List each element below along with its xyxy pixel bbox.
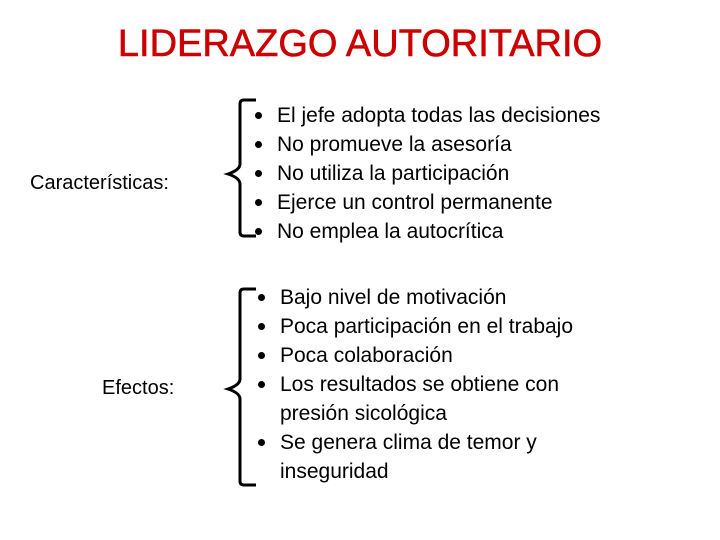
caracteristicas-label: Características: (30, 172, 169, 194)
bullet-icon (255, 112, 262, 119)
bullet-icon (255, 228, 262, 235)
list-item: No emplea la autocrítica (255, 217, 695, 246)
bullet-icon (255, 199, 262, 206)
efectos-label: Efectos: (102, 377, 175, 399)
list-item: No promueve la asesoría (255, 130, 695, 159)
bullet-icon (255, 170, 262, 177)
efectos-list (258, 283, 628, 486)
list-item: Ejerce un control permanente (255, 188, 695, 217)
bullet-icon (258, 294, 265, 301)
efectos-brace (222, 287, 262, 487)
bullet-icon (258, 352, 265, 359)
slide-title: LIDERAZGO AUTORITARIO (117, 23, 603, 65)
list-item: Se genera clima de temor y inseguridad (258, 428, 628, 486)
caracteristicas-list (255, 101, 695, 246)
bullet-icon (258, 439, 265, 446)
list-item: El jefe adopta todas las decisiones (255, 101, 695, 130)
list-item: Poca participación en el trabajo (258, 312, 628, 341)
bullet-icon (255, 141, 262, 148)
list-item: Los resultados se obtiene con presión sicológica (258, 370, 628, 428)
list-item: Bajo nivel de motivación (258, 283, 628, 312)
bullet-icon (258, 323, 265, 330)
bullet-icon (258, 381, 265, 388)
list-item: No utiliza la participación (255, 159, 695, 188)
list-item: Poca colaboración (258, 341, 628, 370)
